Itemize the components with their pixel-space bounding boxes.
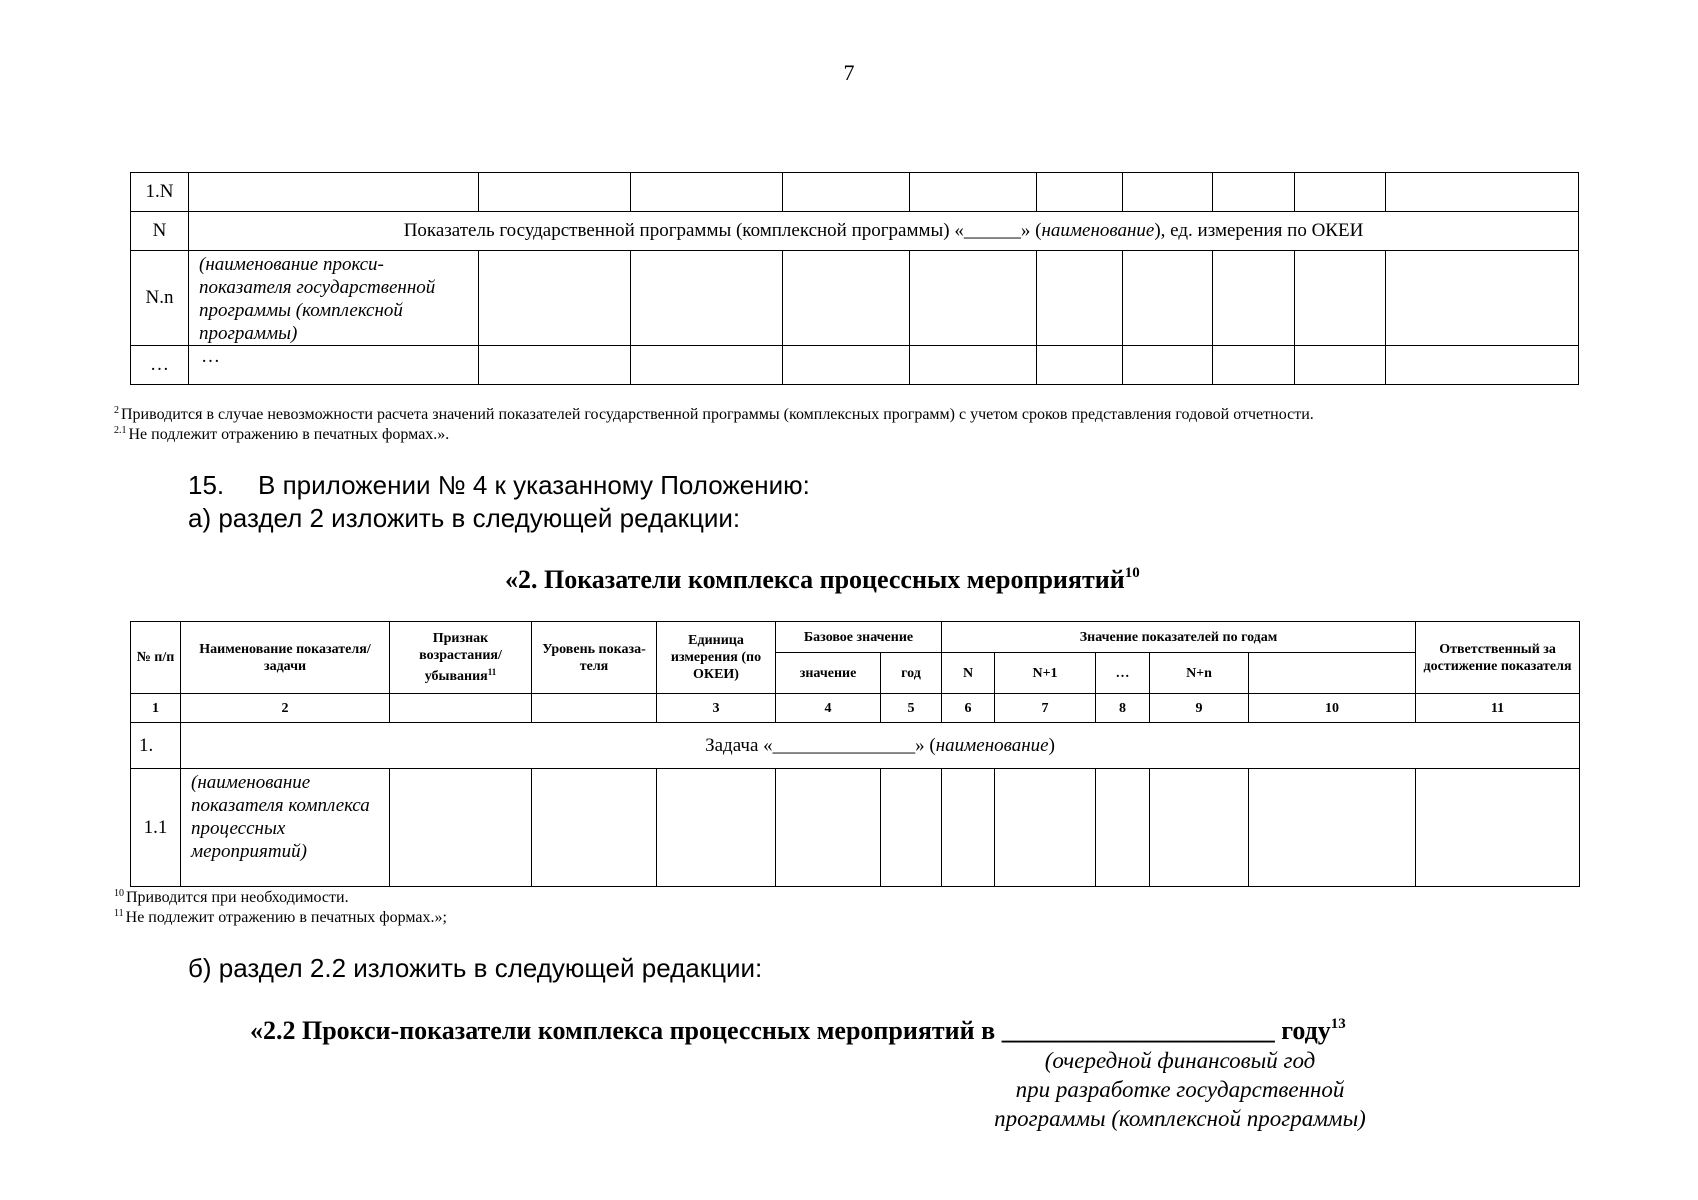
index-cell: 8 <box>1096 694 1150 723</box>
proxy-indicator-name: (наименование прокси-показателя государственной программы (комплексной программы) <box>189 251 479 346</box>
row-number: N.n <box>131 251 189 346</box>
index-cell: 2 <box>181 694 390 723</box>
row-number: … <box>131 346 189 385</box>
index-cell: 3 <box>657 694 776 723</box>
header-number: № п/п <box>131 622 181 694</box>
table-row <box>131 173 1579 212</box>
index-cell <box>532 694 657 723</box>
paragraph-b: б) раздел 2.2 изложить в следующей редакции: <box>188 953 763 983</box>
paragraph-a: а) раздел 2 изложить в следующей редакции: <box>188 503 741 533</box>
header-year-n: N <box>942 653 995 694</box>
footnote: $^2$ Приводится в случае невозможности расчета значений показателей государственной программы (комплексных программ) с учетом сроков представления годовой отчетности. <box>114 405 1314 423</box>
header-unit: Единица измерения (по ОКЕИ) <box>657 622 776 694</box>
table-row <box>131 251 1579 346</box>
index-cell: 7 <box>995 694 1096 723</box>
task-row <box>131 723 1580 769</box>
header-year-n1: N+1 <box>995 653 1096 694</box>
task-cell: Задача «_______________» (наименование) <box>181 723 1580 769</box>
footnote: $^{2.1}$ Не подлежит отражению в печатных формах.». <box>114 425 450 443</box>
year-note-line: программы (комплексной программы) <box>994 1106 1366 1131</box>
header-sign: Признак возрастания/ убывания$^{11}$ <box>390 622 532 694</box>
index-cell: 9 <box>1150 694 1249 723</box>
ellipsis-cell: … <box>189 346 479 385</box>
header-base-year: год <box>881 653 942 694</box>
paragraph-15-number: 15. <box>188 470 225 500</box>
indicator-table-continuation <box>130 172 1579 385</box>
table-row <box>131 346 1579 385</box>
header-year-nn: N+n <box>1150 653 1249 694</box>
header-base: Базовое значение <box>776 622 942 653</box>
section-2-2-title: «2.2 Прокси-показатели комплекса процессных мероприятий в _____________________ году$^{13}$ <box>250 1016 1346 1045</box>
footnote: $^{11}$ Не подлежит отражению в печатных формах.»; <box>114 908 447 926</box>
header-name: Наименование показателя/задачи <box>181 622 390 694</box>
program-indicator-row: Показатель государственной программы (комплексной программы) «______» (наименование), ед. измерения по ОКЕИ <box>189 212 1579 251</box>
section-2-title: «2. Показатели комплекса процессных мероприятий$^{10}$ <box>505 565 1140 594</box>
page-number: 7 <box>843 60 855 85</box>
row-number: 1.1 <box>131 769 181 887</box>
header-row <box>131 622 1580 653</box>
year-note <box>960 1046 1400 1133</box>
index-row <box>131 694 1580 723</box>
indicator-name: (наименование показателя комплекса процессных мероприятий) <box>181 769 390 887</box>
header-year-dots: … <box>1096 653 1150 694</box>
row-number: 1. <box>131 723 181 769</box>
index-cell: 1 <box>131 694 181 723</box>
row-number: 1.N <box>131 173 189 212</box>
process-indicators-table <box>130 621 1580 887</box>
row-number: N <box>131 212 189 251</box>
header-level: Уровень показа-теля <box>532 622 657 694</box>
index-cell: 4 <box>776 694 881 723</box>
index-cell <box>390 694 532 723</box>
year-note-line: (очередной финансовый год <box>1044 1048 1316 1073</box>
year-note-line: при разработке государственной <box>1015 1077 1345 1102</box>
index-cell: 10 <box>1249 694 1416 723</box>
index-cell: 6 <box>942 694 995 723</box>
index-cell: 5 <box>881 694 942 723</box>
footnote: $^{10}$ Приводится при необходимости. <box>114 888 349 906</box>
table-row <box>131 212 1579 251</box>
table-row <box>131 769 1580 887</box>
header-base-value: значение <box>776 653 881 694</box>
header-years: Значение показателей по годам <box>942 622 1416 653</box>
paragraph-15-text: В приложении № 4 к указанному Положению: <box>258 470 810 500</box>
header-responsible: Ответственный за достижение показателя <box>1416 622 1580 694</box>
index-cell: 11 <box>1416 694 1580 723</box>
